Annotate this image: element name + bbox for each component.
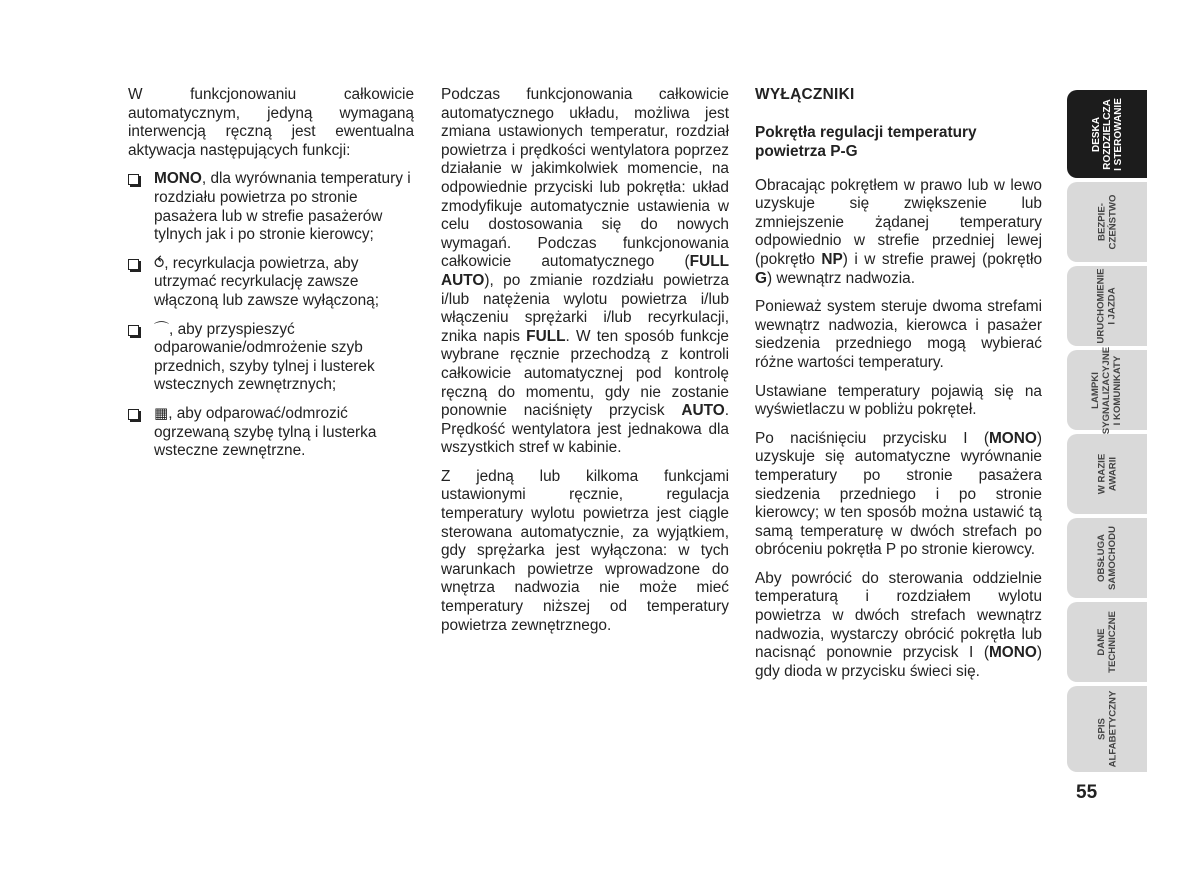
tab-label: W RAZIE AWARII <box>1095 453 1118 495</box>
paragraph-mono-press <box>755 430 1042 560</box>
tab-spis-alfabetyczny[interactable] <box>1067 686 1147 772</box>
g-label: G <box>755 269 767 287</box>
list-item-recirculation <box>128 255 414 311</box>
section-heading: WYŁĄCZNIKI <box>755 86 855 103</box>
column-1 <box>128 86 414 471</box>
list-item-text: , aby przyspieszyć odparowanie/odmrożenie szyb przednich, szyby tylnej i lusterek wstecznych zewnętrznych; <box>154 320 375 394</box>
tab-uruchomienie[interactable] <box>1067 266 1147 346</box>
tab-label: URUCHOMIENIE I JAZDA <box>1096 268 1118 344</box>
tab-bezpieczenstwo[interactable] <box>1067 182 1147 262</box>
tab-label: SPIS ALFABETYCZNY <box>1096 690 1118 768</box>
text-segment: . W ten sposób funkcje wybrane ręcznie przechodzą z kontroli całkowicie automatycznej pod kontrolę ręczną do momentu, gdy nie zostanie ponownie naciśnięty przycisk <box>441 327 729 420</box>
text-segment: ) i w strefie prawej (pokrętło <box>842 250 1043 268</box>
full-auto-label: FULL AUTO <box>441 253 729 289</box>
text-segment: ) wewnątrz nadwozia. <box>766 269 915 287</box>
list-item-text: , dla wyrównania temperatury i rozdziału powietrza po stronie pasażera lub w strefie pasażerów tylnych jak i po stronie kierowcy; <box>154 170 411 244</box>
column-2 <box>441 86 729 645</box>
list-item-text: , recyrkulacja powietrza, aby utrzymać recyrkulację zawsze włączoną lub zawsze wyłączoną; <box>154 254 379 309</box>
tab-label: DESKA ROZDZIELCZA I STEROWANIE <box>1090 97 1124 171</box>
tab-lampki[interactable] <box>1067 346 1147 434</box>
tab-w-razie-awarii[interactable] <box>1067 434 1147 514</box>
function-list <box>128 170 414 460</box>
checkbox-bullet-icon <box>128 325 139 336</box>
mono-label: MONO <box>988 644 1037 662</box>
checkbox-bullet-icon <box>128 409 139 420</box>
paragraph-return-separate <box>755 570 1042 682</box>
text-segment: ), po zmianie rozdziału powietrza i/lub natężenia wylotu powietrza i/lub włączeniu sprężarki i/lub recyrkulacji, znika napis <box>441 271 729 345</box>
auto-label: AUTO <box>681 402 725 420</box>
tab-dane-techniczne[interactable] <box>1067 602 1147 682</box>
tab-obsluga[interactable] <box>1067 518 1147 598</box>
list-item-front-defrost <box>128 321 414 395</box>
list-item-rear-defrost <box>128 405 414 461</box>
paragraph-knobs <box>755 177 1042 289</box>
checkbox-bullet-icon <box>128 174 139 185</box>
paragraph-two-zones: Ponieważ system steruje dwoma strefami wewnątrz nadwozia, kierowca i pasażer siedzenia przedniego mogą wybierać różne wartości temperatury. <box>755 298 1042 371</box>
column-3 <box>755 86 1042 691</box>
np-label: NP <box>821 250 843 268</box>
full-label: FULL <box>526 327 566 345</box>
recirculation-icon: ⥀ <box>154 254 165 272</box>
checkbox-bullet-icon <box>128 259 139 270</box>
chapter-tabs <box>1067 90 1147 772</box>
text-segment: Aby powrócić do sterowania oddzielnie temperaturą i rozdziałem wylotu powietrza w dwóch strefach wewnątrz nadwozia, wystarczy obrócić pokrętła lub nacisnąć ponownie przycisk I ( <box>755 569 1042 662</box>
text-segment: Po naciśnięciu przycisku I ( <box>755 429 989 447</box>
text-segment: ) uzyskuje się automatyczne wyrównanie temperatury po stronie pasażera siedzenia przedniego i po stronie kierowcy; w ten sposób można ustawić tą samą temperaturę w dwóch strefach po obróceniu pokrętła P po stronie kierowcy. <box>755 429 1042 559</box>
paragraph-full-auto <box>441 86 729 458</box>
rear-defrost-icon: ▦ <box>154 404 169 422</box>
list-item-text: , aby odparować/odmrozić ogrzewaną szybę tylną i lusterka wsteczne zewnętrzne. <box>154 404 377 460</box>
text-segment: Obracając pokrętłem w prawo lub w lewo uzyskuje się zwiększenie lub zmniejszenie żądanej temperatury odpowiednio w strefie przedniej lewej (pokrętło <box>755 176 1042 268</box>
tab-label: OBSŁUGA SAMOCHODU <box>1096 526 1118 590</box>
intro-paragraph: W funkcjonowaniu całkowicie automatycznym, jedyną wymaganą interwencją ręczną jest ewentualna aktywacja następujących funkcji: <box>128 86 414 159</box>
mono-label: MONO <box>154 170 202 188</box>
subsection-heading: Pokrętła regulacji temperatury powietrza P-G <box>755 123 977 160</box>
list-item-mono <box>128 170 414 244</box>
text-segment: ) gdy dioda w przycisku świeci się. <box>755 644 1042 680</box>
tab-label: DANE TECHNICZNE <box>1095 611 1118 673</box>
text-segment: . Prędkość wentylatora jest jednakowa dla wszystkich stref w kabinie. <box>441 402 729 457</box>
mono-label: MONO <box>988 429 1037 447</box>
tab-label: BEZPIE- CZEŃSTWO <box>1096 194 1118 250</box>
paragraph-manual-functions: Z jedną lub kilkoma funkcjami ustawionymi ręcznie, regulacja temperatury wylotu powietrza jest ciągle sterowana automatycznie, za wyjątkiem, gdy sprężarka jest wyłączona: w tych warunkach powietrze wprowadzone do wnętrza nadwozia nie może mieć temperatury niższej od temperatury powietrza zewnętrznego. <box>441 467 729 634</box>
tab-deska-rozdzielcza[interactable] <box>1067 90 1147 178</box>
front-defrost-icon: ⌒ <box>154 320 170 338</box>
text-segment: Podczas funkcjonowania całkowicie automatycznego układu, możliwa jest zmiana ustawionych temperatur, rozdział powietrza i prędkości wentylatora poprzez działanie w jakimkolwiek momencie, na odpowiednie przyciski lub pokrętła: układ zmodyfikuje automatycznie ustawienia w celu dostosowania się do nowych wymagań. Podczas funkcjonowania całkowicie automatycznego ( <box>441 86 729 271</box>
tab-label: LAMPKI SYGNALIZACYJNE I KOMUNIKATY <box>1090 346 1124 434</box>
page-number: 55 <box>1076 782 1098 803</box>
paragraph-display: Ustawiane temperatury pojawią się na wyświetlaczu w pobliżu pokręteł. <box>755 382 1042 419</box>
